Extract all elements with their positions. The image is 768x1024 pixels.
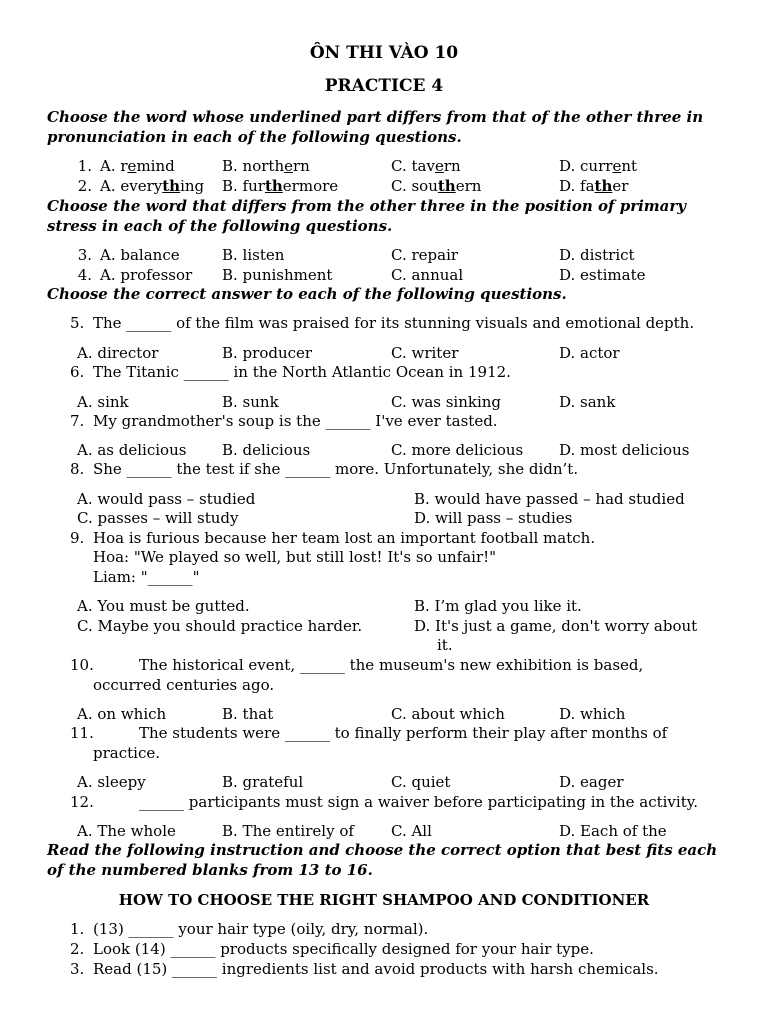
question-number: 7. <box>70 412 85 430</box>
question-10-text-continued: occurred centuries ago. <box>93 676 275 694</box>
passage-title: HOW TO CHOOSE THE RIGHT SHAMPOO AND CONDITIONER <box>118 891 650 909</box>
question-9-options-row2 <box>0 616 768 636</box>
question-3 <box>0 245 768 265</box>
option-c: C. tavern <box>391 157 461 175</box>
question-6-options <box>0 392 768 412</box>
option-a: A. balance <box>100 246 180 264</box>
option-c: C. repair <box>391 246 459 264</box>
option-b: B. The entirely of <box>222 822 354 840</box>
question-7-options <box>0 440 768 460</box>
question-9-options-row1 <box>0 596 768 616</box>
option-a: A. as delicious <box>77 441 187 459</box>
option-d: D. actor <box>559 344 620 362</box>
question-number: 2. <box>77 177 92 195</box>
option-b: B. furthermore <box>222 177 339 195</box>
instruction-correct-answer: Choose the correct answer to each of the following questions. <box>47 285 567 303</box>
option-c: C. more delicious <box>391 441 524 459</box>
option-a: A. everything <box>100 177 205 195</box>
question-7-text: My grandmother's soup is the ______ I've ever tasted. <box>93 412 498 430</box>
question-5-options <box>0 343 768 363</box>
underlined-part: e <box>284 157 293 175</box>
passage-item: (13) ______ your hair type (oily, dry, normal). <box>93 920 429 938</box>
option-c: C. quiet <box>391 773 451 791</box>
option-a: A. sink <box>77 393 129 411</box>
question-number: 11. <box>70 724 94 742</box>
option-d: D. district <box>559 246 635 264</box>
underlined-part: e <box>434 157 444 175</box>
underlined-part: e <box>127 157 137 175</box>
option-d: D. will pass – studies <box>414 509 573 527</box>
underlined-part: th <box>437 177 456 195</box>
option-a: A. remind <box>100 157 175 175</box>
underlined-part: th <box>594 177 613 195</box>
question-11-text-continued: practice. <box>93 744 160 762</box>
question-8-options-row1 <box>0 489 768 509</box>
page-subtitle: PRACTICE 4 <box>324 76 444 96</box>
question-9-dialogue-liam: Liam: "______" <box>93 568 200 586</box>
option-a: A. would pass – studied <box>77 490 256 508</box>
page-title: ÔN THI VÀO 10 <box>309 43 459 63</box>
option-a: A. on which <box>77 705 167 723</box>
instruction-reading: Read the following instruction and choose the correct option that best fits each of the numbered blanks from 13 to 16. <box>47 841 718 879</box>
question-number: 3. <box>77 246 92 264</box>
option-b: B. sunk <box>222 393 279 411</box>
question-number: 9. <box>70 529 85 547</box>
option-c: C. passes – will study <box>77 509 239 527</box>
option-b: B. that <box>222 705 274 723</box>
passage-item-number: 3. <box>70 960 85 978</box>
option-a: A. professor <box>100 266 193 284</box>
option-d: D. estimate <box>559 266 646 284</box>
question-number: 10. <box>70 656 94 674</box>
option-d: D. father <box>559 177 629 195</box>
option-d: D. It's just a game, don't worry about <box>414 617 698 635</box>
option-d: D. Each of the <box>559 822 667 840</box>
underlined-part: e <box>612 157 622 175</box>
underlined-part: th <box>264 177 283 195</box>
question-5-text: The ______ of the film was praised for its stunning visuals and emotional depth. <box>93 314 695 332</box>
question-11-options <box>0 772 768 792</box>
underlined-part: th <box>162 177 181 195</box>
option-c: C. All <box>391 822 432 840</box>
question-12-options <box>0 821 768 841</box>
question-number: 12. <box>70 793 94 811</box>
question-11-text: The students were ______ to finally perform their play after months of <box>139 724 668 742</box>
option-d-continued: it. <box>437 636 453 654</box>
option-c: C. southern <box>391 177 482 195</box>
question-number: 6. <box>70 363 85 381</box>
option-b: B. I’m glad you like it. <box>414 597 582 615</box>
question-9-text: Hoa is furious because her team lost an important football match. <box>93 529 596 547</box>
passage-item-number: 1. <box>70 920 85 938</box>
question-number: 1. <box>77 157 92 175</box>
option-a: A. director <box>77 344 159 362</box>
option-b: B. listen <box>222 246 285 264</box>
question-8-options-row2 <box>0 508 768 528</box>
option-c: C. annual <box>391 266 464 284</box>
question-10-text: The historical event, ______ the museum's new exhibition is based, <box>139 656 644 674</box>
question-number: 4. <box>77 266 92 284</box>
question-12-text: ______ participants must sign a waiver before participating in the activity. <box>139 793 698 811</box>
passage-item: Read (15) ______ ingredients list and avoid products with harsh chemicals. <box>93 960 659 978</box>
option-c: C. about which <box>391 705 505 723</box>
option-b: B. producer <box>222 344 313 362</box>
option-b: B. grateful <box>222 773 304 791</box>
option-b: B. punishment <box>222 266 333 284</box>
question-10-options <box>0 704 768 724</box>
option-d: D. current <box>559 157 638 175</box>
option-c: C. was sinking <box>391 393 502 411</box>
question-9-dialogue-hoa: Hoa: "We played so well, but still lost! It's so unfair!" <box>93 548 497 566</box>
option-c: C. Maybe you should practice harder. <box>77 617 363 635</box>
option-b: B. delicious <box>222 441 311 459</box>
question-number: 5. <box>70 314 85 332</box>
option-a: A. The whole <box>77 822 176 840</box>
question-6-text: The Titanic ______ in the North Atlantic Ocean in 1912. <box>93 363 511 381</box>
question-2 <box>0 176 768 196</box>
option-d: D. which <box>559 705 626 723</box>
option-d: D. eager <box>559 773 624 791</box>
instruction-pronunciation: Choose the word whose underlined part differs from that of the other three in pronunciation in each of the following questions. <box>47 108 704 146</box>
option-d: D. sank <box>559 393 616 411</box>
option-b: B. northern <box>222 157 310 175</box>
option-c: C. writer <box>391 344 459 362</box>
question-number: 8. <box>70 460 85 478</box>
option-a: A. You must be gutted. <box>77 597 250 615</box>
instruction-stress: Choose the word that differs from the other three in the position of primary stress in each of the following questions. <box>47 197 687 235</box>
option-d: D. most delicious <box>559 441 690 459</box>
question-1 <box>0 156 768 176</box>
question-4 <box>0 265 768 285</box>
passage-item-number: 2. <box>70 940 85 958</box>
option-a: A. sleepy <box>77 773 146 791</box>
passage-item: Look (14) ______ products specifically designed for your hair type. <box>93 940 594 958</box>
question-8-text: She ______ the test if she ______ more. Unfortunately, she didn’t. <box>93 460 579 478</box>
option-b: B. would have passed – had studied <box>414 490 685 508</box>
